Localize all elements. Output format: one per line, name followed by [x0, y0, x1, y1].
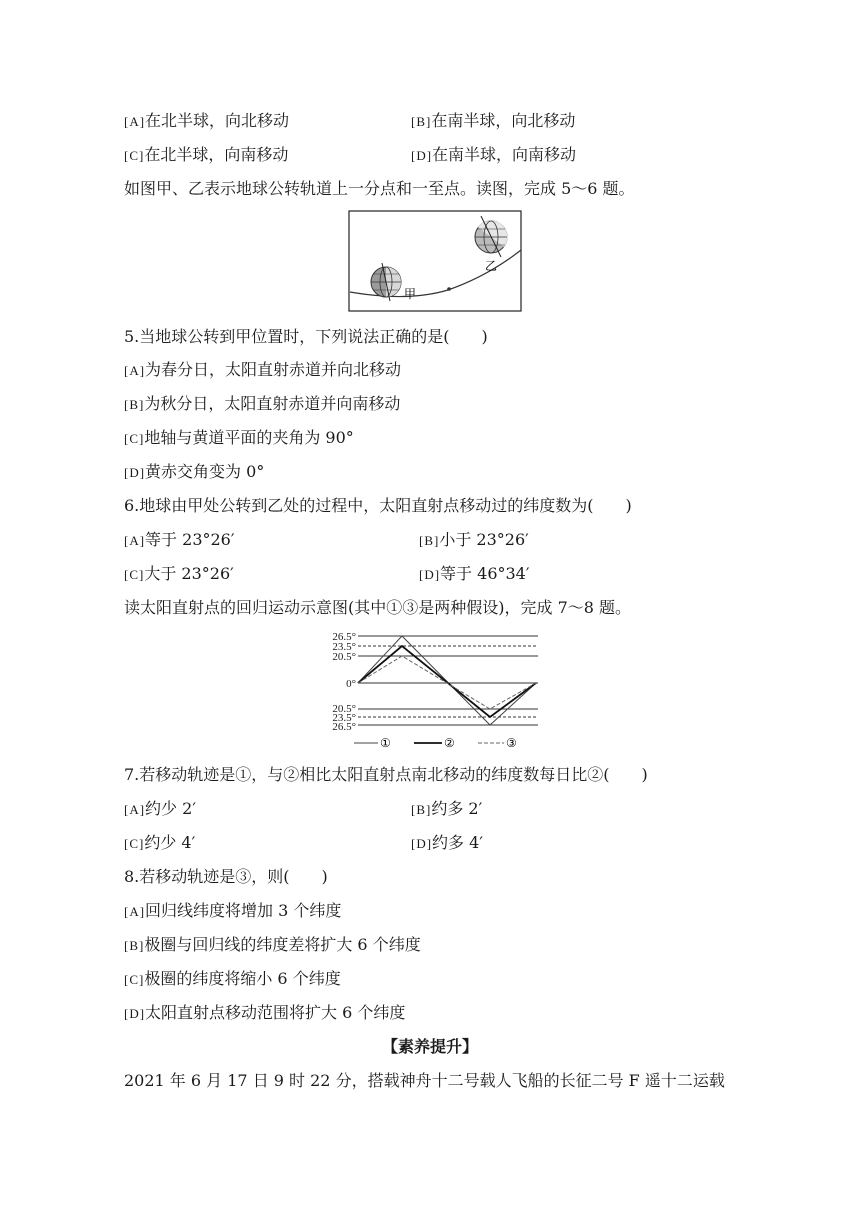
q6-stem: 6.地球由甲处公转到乙处的过程中，太阳直射点移动过的纬度数为( )	[124, 496, 632, 515]
tick-label: 20.5°	[332, 651, 356, 663]
label-yi: 乙	[485, 259, 498, 273]
option-text: 为春分日，太阳直射赤道并向北移动	[145, 360, 402, 379]
option-text: 为秋分日，太阳直射赤道并向南移动	[144, 394, 401, 413]
option-letter: [C]	[124, 836, 145, 851]
intro-7-8: 读太阳直射点的回归运动示意图(其中①③是两种假设)，完成 7～8 题。	[124, 598, 632, 617]
option-letter: [C]	[124, 148, 145, 163]
q8-stem: 8.若移动轨迹是③，则( )	[124, 867, 328, 886]
q4-option-b	[411, 110, 575, 133]
q4-option-c	[124, 144, 288, 167]
option-text: 大于 23°26′	[144, 564, 234, 583]
track-2	[358, 646, 536, 717]
option-text: 等于 46°34′	[440, 564, 530, 583]
option-letter: [D]	[411, 148, 433, 163]
q7-option-d	[411, 832, 483, 855]
q8-option-b	[124, 934, 421, 957]
option-letter: [A]	[124, 533, 146, 548]
q6-option-c	[124, 563, 234, 586]
legend	[354, 736, 517, 750]
intro-5-6: 如图甲、乙表示地球公转轨道上一分点和一至点。读图，完成 5～6 题。	[124, 179, 635, 198]
q7-option-a	[124, 798, 196, 821]
orbit-arrow-dot	[447, 287, 451, 291]
option-text: 小于 23°26′	[439, 530, 529, 549]
option-letter: [B]	[124, 397, 145, 412]
option-letter: [B]	[124, 938, 145, 953]
q6-option-b	[419, 529, 529, 552]
tick-label: 23.5°	[332, 712, 356, 724]
q5-option-c	[124, 427, 354, 450]
q5-option-d	[124, 461, 264, 484]
option-letter: [C]	[124, 431, 145, 446]
latitude-lines	[358, 636, 538, 725]
option-text: 太阳直射点移动范围将扩大 6 个纬度	[145, 1003, 406, 1022]
tick-label: 20.5°	[332, 703, 356, 715]
option-letter: [D]	[419, 567, 441, 582]
q7-stem: 7.若移动轨迹是①，与②相比太阳直射点南北移动的纬度数每日比②( )	[124, 765, 648, 784]
option-text: 等于 23°26′	[145, 530, 235, 549]
option-letter: [D]	[124, 465, 146, 480]
option-text: 约少 2′	[145, 799, 196, 818]
option-text: 在南半球，向北移动	[431, 111, 576, 130]
option-text: 黄赤交角变为 0°	[145, 462, 265, 481]
option-letter: [B]	[411, 802, 432, 817]
q8-option-d	[124, 1002, 405, 1025]
option-letter: [A]	[124, 904, 146, 919]
tick-label: 23.5°	[332, 641, 356, 653]
q8-option-a	[124, 900, 341, 923]
subsolar-figure	[318, 628, 544, 754]
label-jia: 甲	[404, 287, 417, 301]
option-text: 在北半球，向南移动	[144, 145, 289, 164]
option-text: 极圈的纬度将缩小 6 个纬度	[144, 969, 341, 988]
tick-label: 26.5°	[332, 721, 356, 733]
option-letter: [B]	[411, 114, 432, 129]
option-letter: [D]	[411, 836, 433, 851]
option-letter: [A]	[124, 114, 146, 129]
track-1	[358, 636, 536, 725]
option-text: 约多 4′	[432, 833, 483, 852]
legend-label: ③	[506, 736, 517, 750]
last-line: 2021 年 6 月 17 日 9 时 22 分，搭载神舟十二号载人飞船的长征二号 F 遥十二运载	[124, 1071, 725, 1090]
q7-option-c	[124, 832, 195, 855]
q4-option-a	[124, 110, 289, 133]
option-text: 约多 2′	[431, 799, 483, 818]
option-text: 极圈与回归线的纬度差将扩大 6 个纬度	[144, 935, 421, 954]
option-text: 在南半球，向南移动	[432, 145, 577, 164]
option-letter: [A]	[124, 363, 146, 378]
q5-stem: 5.当地球公转到甲位置时，下列说法正确的是( )	[124, 327, 488, 346]
option-text: 回归线纬度将增加 3 个纬度	[145, 901, 342, 920]
orbit-figure	[348, 210, 522, 312]
q5-option-b	[124, 393, 400, 416]
q6-option-a	[124, 529, 235, 552]
option-letter: [D]	[124, 1006, 146, 1021]
legend-label: ①	[380, 736, 391, 750]
option-text: 地轴与黄道平面的夹角为 90°	[144, 428, 354, 447]
legend-label: ②	[444, 736, 455, 750]
option-letter: [A]	[124, 802, 146, 817]
q7-option-b	[411, 798, 482, 821]
tick-labels	[332, 631, 356, 733]
option-letter: [C]	[124, 567, 145, 582]
q6-option-d	[419, 563, 530, 586]
option-text: 约少 4′	[144, 833, 196, 852]
option-letter: [C]	[124, 972, 145, 987]
q5-option-a	[124, 359, 401, 382]
q8-option-c	[124, 968, 341, 991]
tick-label: 26.5°	[332, 631, 356, 643]
option-text: 在北半球，向北移动	[145, 111, 290, 130]
q4-option-d	[411, 144, 576, 167]
section-title: 【素养提升】	[381, 1037, 478, 1056]
tick-label: 0°	[346, 678, 356, 690]
option-letter: [B]	[419, 533, 440, 548]
